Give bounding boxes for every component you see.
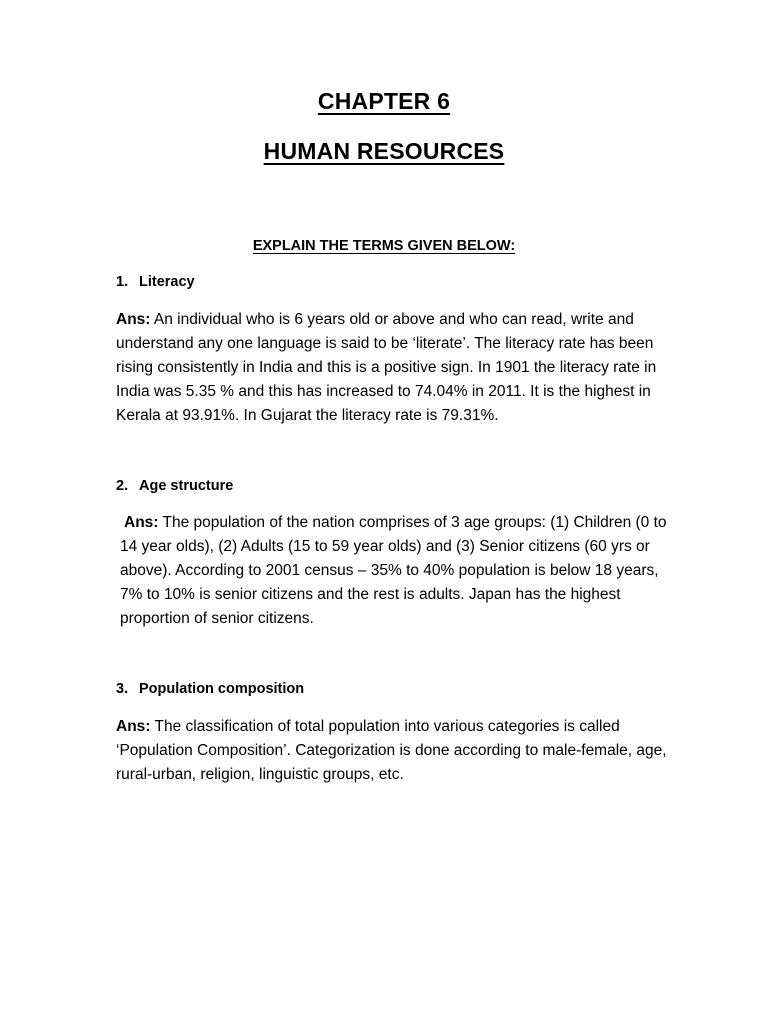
answer-age-structure: [120, 511, 680, 631]
question-term: Age structure: [139, 478, 234, 494]
question-number: 2.: [116, 478, 129, 494]
question-number: 1.: [116, 274, 129, 290]
question-term: Literacy: [139, 274, 195, 290]
question-heading-population-composition: [116, 681, 304, 697]
answer-population-composition: [116, 715, 676, 787]
chapter-title: CHAPTER 6: [317, 88, 451, 114]
section-heading: EXPLAIN THE TERMS GIVEN BELOW:: [252, 238, 516, 254]
answer-literacy: [116, 308, 676, 428]
answer-label: Ans:: [124, 514, 159, 531]
answer-text: The classification of total population into various categories is called ‘Population Composition’. Categorization is done according to male-female, age, rural-urban, religion, linguistic groups, etc.: [116, 718, 667, 783]
answer-label: Ans:: [116, 311, 151, 328]
question-heading-age-structure: [116, 478, 233, 494]
chapter-subtitle: HUMAN RESOURCES: [263, 138, 505, 164]
question-term: Population composition: [139, 681, 305, 697]
question-number: 3.: [116, 681, 129, 697]
answer-text: The population of the nation comprises of 3 age groups: (1) Children (0 to 14 year olds), (2) Adults (15 to 59 year olds) and (3) Senior citizens (60 yrs or above). According to 2001 census – 35% to 40% population is below 18 years, 7% to 10% is senior citizens and the rest is adults. Japan has the highest proportion of senior citizens.: [120, 514, 667, 627]
question-heading-literacy: [116, 274, 195, 290]
answer-text: An individual who is 6 years old or above and who can read, write and understand any one language is said to be ‘literate’. The literacy rate has been rising consistently in India and this is a positive sign. In 1901 the literacy rate in India was 5.35 % and this has increased to 74.04% in 2011. It is the highest in Kerala at 93.91%. In Gujarat the literacy rate is 79.31%.: [116, 311, 657, 424]
answer-label: Ans:: [116, 718, 151, 735]
